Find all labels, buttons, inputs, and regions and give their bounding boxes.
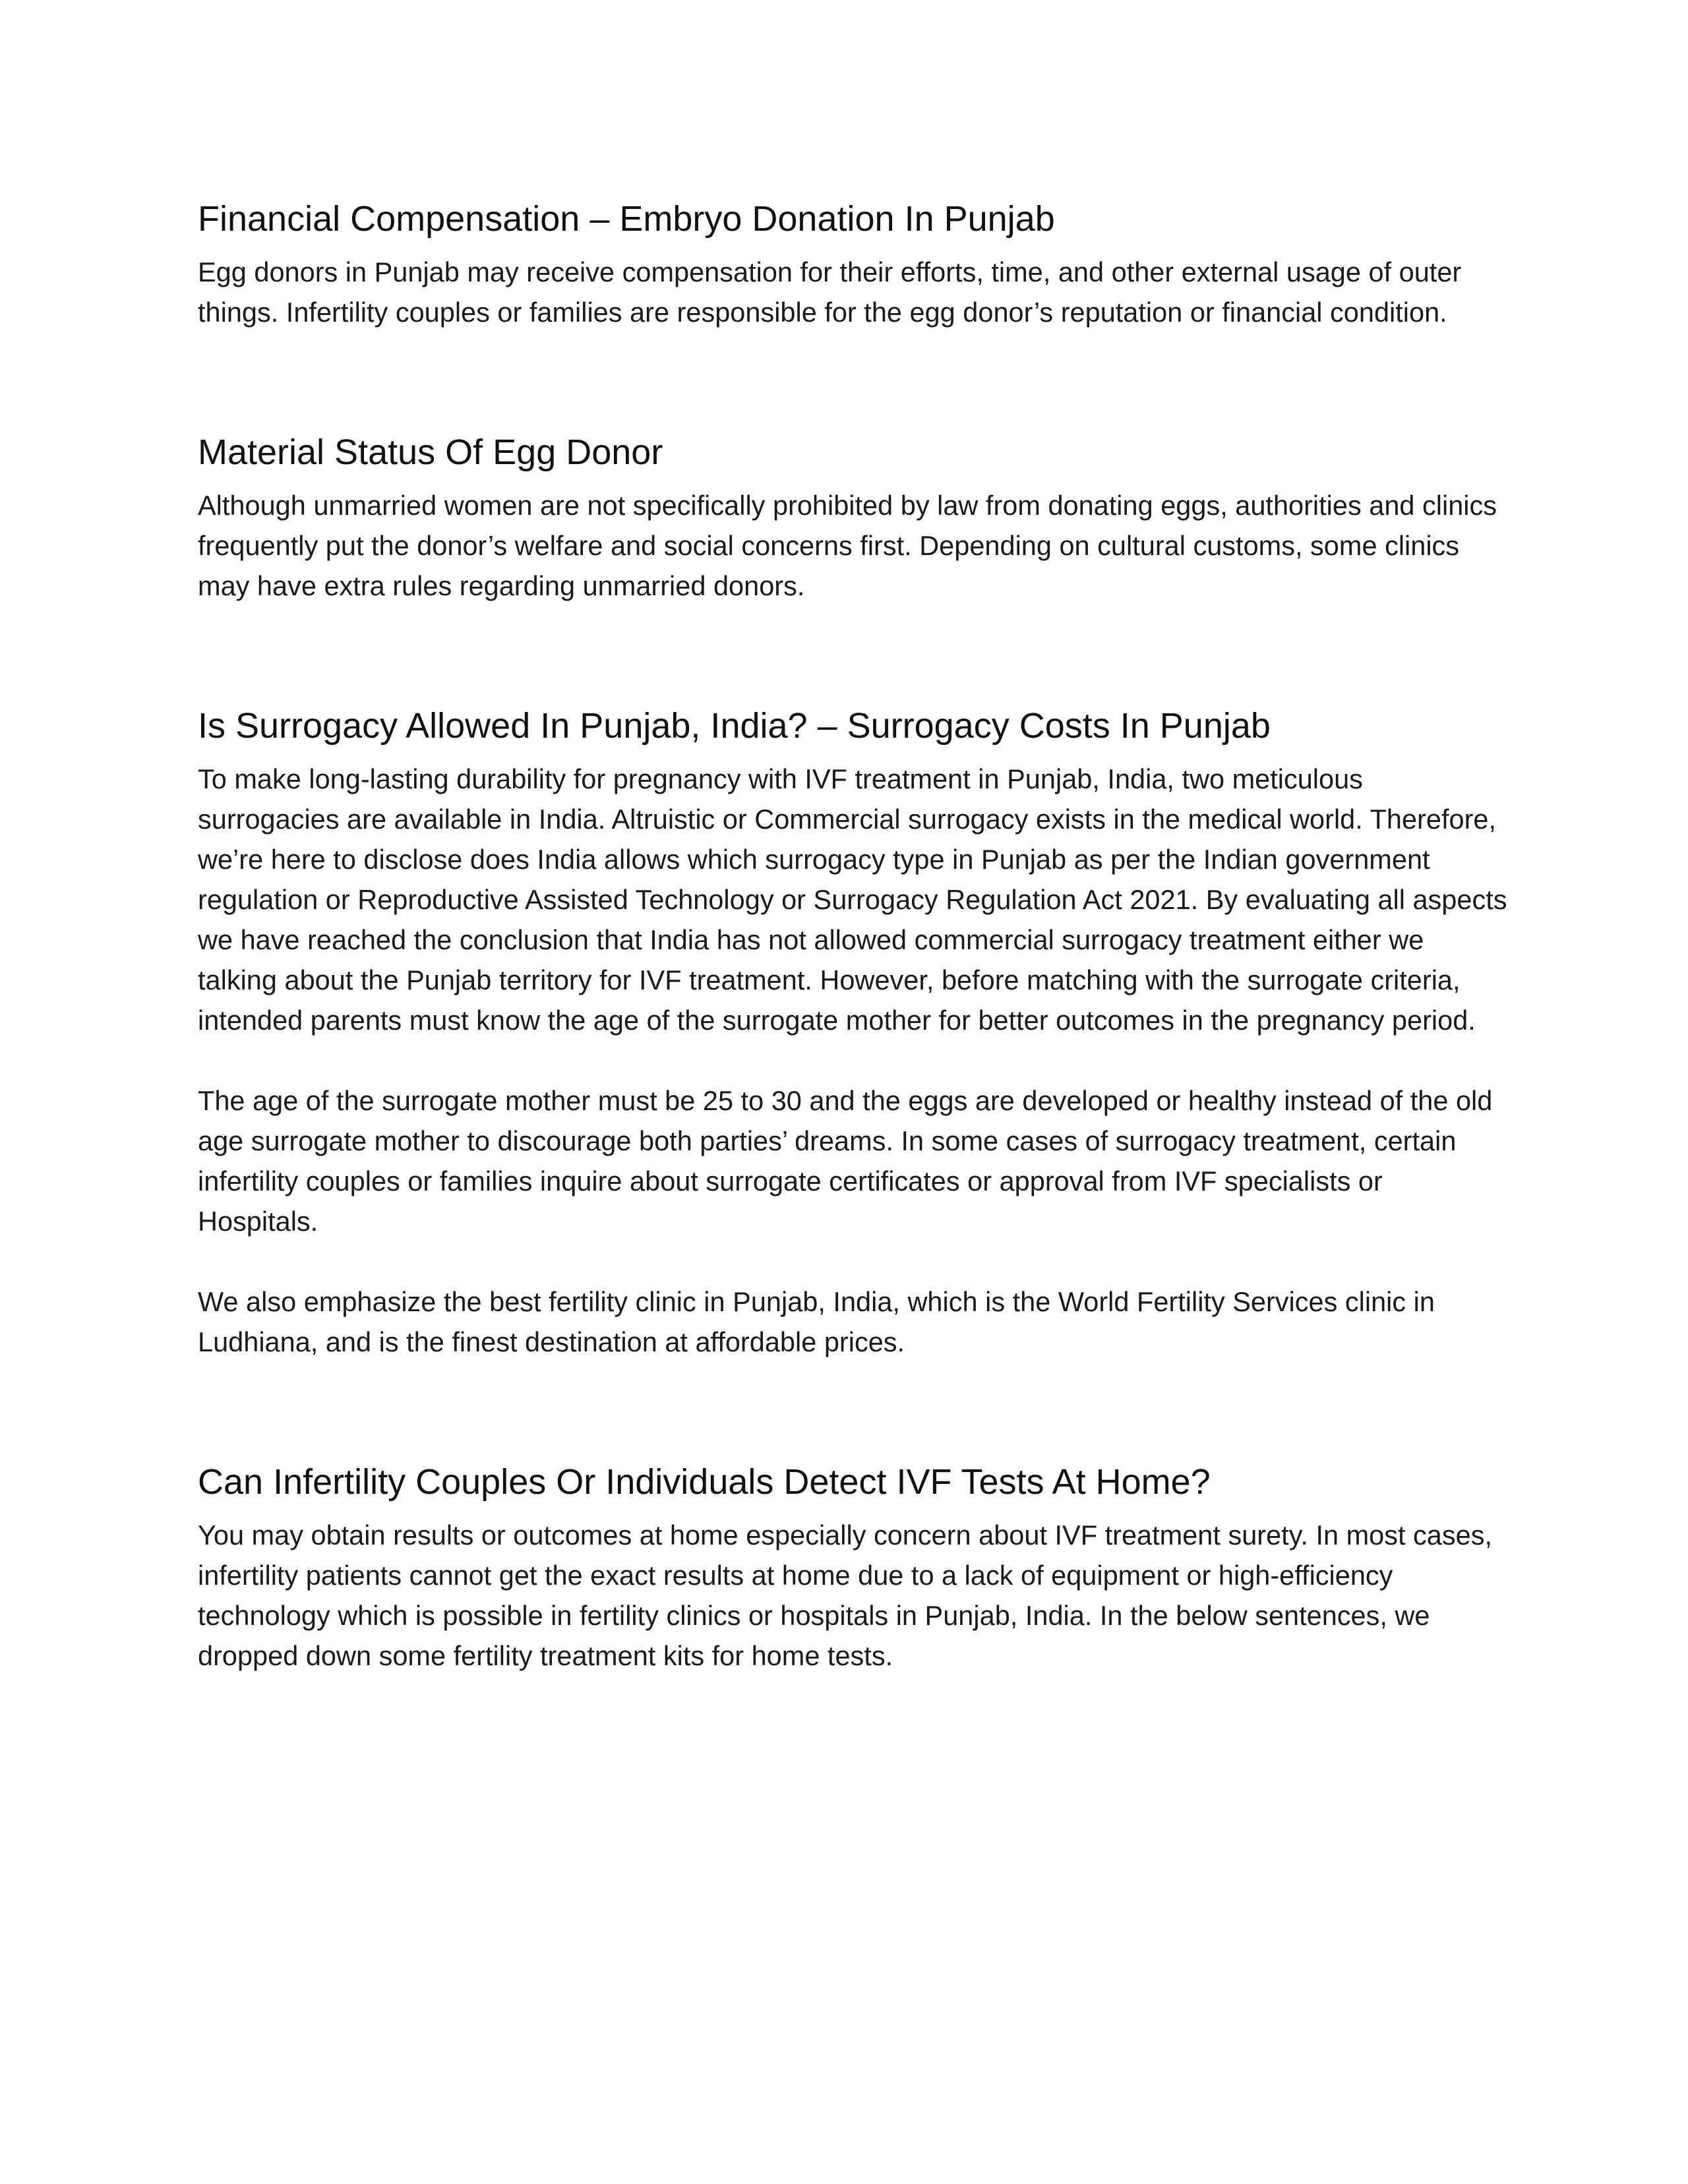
section-paragraph: To make long-lasting durability for pregnancy with IVF treatment in Punjab, India, two meticulous surrogacies are available in India. Altruistic or Commercial surrogacy exists in the medical world. Therefore, we’re here to disclose does India allows which surrogacy type in Punjab as per the Indian government regulation or Reproductive Assisted Technology or Surrogacy Regulation Act 2021. By evaluating all aspects we have reached the conclusion that India has not allowed commercial surrogacy treatment either we talking about the Punjab territory for IVF treatment. However, before matching with the surrogate criteria, intended parents must know the age of the surrogate mother for better outcomes in the pregnancy period. bbox=[198, 763, 1507, 1036]
section-paragraph: The age of the surrogate mother must be 25 to 30 and the eggs are developed or healthy instead of the old age surrogate mother to discourage both parties’ dreams. In some cases of surrogacy treatment, certain infertility couples or families inquire about surrogate certificates or approval from IVF specialists or Hospitals. bbox=[198, 1085, 1493, 1237]
section-surrogacy-punjab bbox=[198, 702, 1510, 1362]
section-heading: Is Surrogacy Allowed In Punjab, India? – Surrogacy Costs In Punjab bbox=[198, 706, 1271, 746]
document-content bbox=[198, 195, 1510, 1676]
section-heading: Material Status Of Egg Donor bbox=[198, 432, 663, 472]
section-material-status bbox=[198, 428, 1510, 606]
section-heading: Financial Compensation – Embryo Donation In Punjab bbox=[198, 199, 1055, 239]
section-spacer bbox=[198, 606, 1510, 702]
section-ivf-tests-home bbox=[198, 1458, 1510, 1676]
section-paragraph: Although unmarried women are not specifically prohibited by law from donating eggs, authorities and clinics frequently put the donor’s welfare and social concerns first. Depending on cultural customs, some clinics may have extra rules regarding unmarried donors. bbox=[198, 490, 1497, 601]
section-paragraph: You may obtain results or outcomes at home especially concern about IVF treatment surety. In most cases, infertility patients cannot get the exact results at home due to a lack of equipment or high-efficiency technology which is possible in fertility clinics or hospitals in Punjab, India. In the below sentences, we dropped down some fertility treatment kits for home tests. bbox=[198, 1520, 1492, 1671]
section-spacer bbox=[198, 332, 1510, 428]
section-spacer bbox=[198, 1362, 1510, 1458]
section-financial-compensation bbox=[198, 195, 1510, 332]
section-paragraph: We also emphasize the best fertility clinic in Punjab, India, which is the World Fertility Services clinic in Ludhiana, and is the finest destination at affordable prices. bbox=[198, 1286, 1435, 1357]
section-paragraph: Egg donors in Punjab may receive compensation for their efforts, time, and other external usage of outer things. Infertility couples or families are responsible for the egg donor’s reputation or financial condition. bbox=[198, 256, 1462, 328]
section-heading: Can Infertility Couples Or Individuals Detect IVF Tests At Home? bbox=[198, 1462, 1211, 1502]
